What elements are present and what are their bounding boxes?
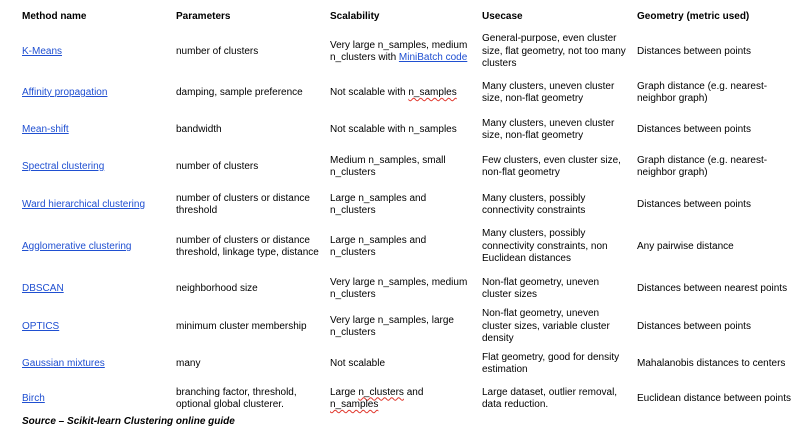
cell-scalability: Very large n_samples, medium n_clusters	[330, 276, 468, 300]
header-geometry: Geometry (metric used)	[637, 10, 750, 22]
method-link-gaussian-mixtures[interactable]: Gaussian mixtures	[22, 357, 105, 369]
minibatch-code-link[interactable]: MiniBatch code	[398, 52, 468, 63]
cell-usecase: General-purpose, even cluster size, flat geometry, not too many clusters	[482, 33, 626, 70]
clustering-comparison-table	[14, 4, 794, 416]
spellcheck-word: n_clusters	[358, 386, 404, 398]
table-row	[14, 148, 794, 186]
cell-usecase: Many clusters, possibly connectivity constraints, non Euclidean distances	[482, 228, 608, 265]
method-link-agglomerative[interactable]: Agglomerative clustering	[22, 240, 132, 252]
table-row	[14, 382, 794, 416]
cell-scalability: Not scalable with n_samples	[330, 123, 457, 135]
cell-scalability: Very large n_samples, large n_clusters	[330, 314, 454, 338]
method-link-mean-shift[interactable]: Mean-shift	[22, 123, 69, 135]
header-method-name: Method name	[22, 10, 87, 22]
spellcheck-word: n_samples	[408, 86, 457, 98]
cell-usecase: Many clusters, possibly connectivity constraints	[482, 192, 586, 216]
cell-usecase: Many clusters, uneven cluster size, non-flat geometry	[482, 117, 615, 141]
cell-geometry: Distances between points	[637, 320, 751, 332]
cell-geometry: Mahalanobis distances to centers	[637, 357, 786, 369]
cell-parameters: neighborhood size	[176, 282, 258, 294]
cell-geometry: Distances between points	[637, 198, 751, 210]
method-link-kmeans[interactable]: K-Means	[22, 45, 63, 57]
scalability-text: Very large n_samples, medium n_clusters with	[330, 39, 468, 63]
header-usecase: Usecase	[482, 10, 523, 22]
table-row	[14, 112, 794, 148]
cell-parameters: number of clusters	[176, 45, 259, 57]
cell-usecase: Non-flat geometry, uneven cluster sizes	[482, 276, 600, 300]
scalability-text: Not scalable with	[330, 86, 409, 98]
header-scalability: Scalability	[330, 10, 380, 22]
method-link-affinity-propagation[interactable]: Affinity propagation	[22, 86, 108, 98]
cell-usecase: Flat geometry, good for density estimation	[482, 351, 620, 375]
cell-scalability: Not scalable	[330, 357, 386, 369]
cell-parameters: branching factor, threshold, optional global clusterer.	[176, 386, 297, 410]
cell-geometry: Any pairwise distance	[637, 240, 734, 252]
cell-geometry: Graph distance (e.g. nearest-neighbor graph)	[637, 80, 768, 104]
method-link-birch[interactable]: Birch	[22, 392, 45, 404]
method-link-ward-hierarchical[interactable]: Ward hierarchical clustering	[22, 198, 146, 210]
cell-geometry: Euclidean distance between points	[637, 392, 791, 404]
cell-scalability: Medium n_samples, small n_clusters	[330, 154, 446, 178]
method-link-spectral-clustering[interactable]: Spectral clustering	[22, 160, 105, 172]
cell-scalability	[322, 382, 474, 416]
cell-usecase: Non-flat geometry, uneven cluster sizes, variable cluster density	[482, 308, 610, 345]
cell-parameters: damping, sample preference	[176, 86, 303, 98]
header-parameters: Parameters	[176, 10, 231, 22]
table-header-row	[14, 4, 794, 30]
method-link-dbscan[interactable]: DBSCAN	[22, 282, 64, 294]
cell-geometry: Graph distance (e.g. nearest-neighbor graph)	[637, 154, 768, 178]
cell-usecase: Few clusters, even cluster size, non-flat geometry	[482, 154, 621, 178]
cell-scalability: Large n_samples and n_clusters	[330, 192, 427, 216]
cell-geometry: Distances between nearest points	[637, 282, 788, 294]
table-row	[14, 346, 794, 382]
source-caption: Source – Scikit-learn Clustering online guide	[22, 416, 235, 427]
cell-parameters: minimum cluster membership	[176, 320, 307, 332]
cell-parameters: number of clusters	[176, 160, 259, 172]
table-row	[14, 224, 794, 270]
table-row	[14, 270, 794, 308]
cell-geometry: Distances between points	[637, 123, 751, 135]
method-link-optics[interactable]: OPTICS	[22, 320, 60, 332]
cell-geometry: Distances between points	[637, 45, 751, 57]
table-row	[14, 74, 794, 112]
cell-parameters: many	[176, 357, 201, 369]
table-row	[14, 30, 794, 74]
cell-parameters: number of clusters or distance threshold, linkage type, distance	[176, 234, 319, 258]
scalability-text: and	[403, 386, 424, 398]
cell-parameters: bandwidth	[176, 123, 222, 135]
cell-scalability: Large n_samples and n_clusters	[330, 234, 427, 258]
table-row	[14, 308, 794, 346]
cell-scalability	[322, 30, 474, 74]
cell-parameters: number of clusters or distance threshold	[176, 192, 310, 216]
spellcheck-word: n_samples	[330, 399, 379, 410]
cell-usecase: Many clusters, uneven cluster size, non-flat geometry	[482, 80, 615, 104]
scalability-text: Large	[330, 386, 359, 398]
cell-usecase: Large dataset, outlier removal, data reduction.	[482, 386, 618, 410]
table-row	[14, 186, 794, 224]
cell-scalability	[322, 74, 474, 112]
